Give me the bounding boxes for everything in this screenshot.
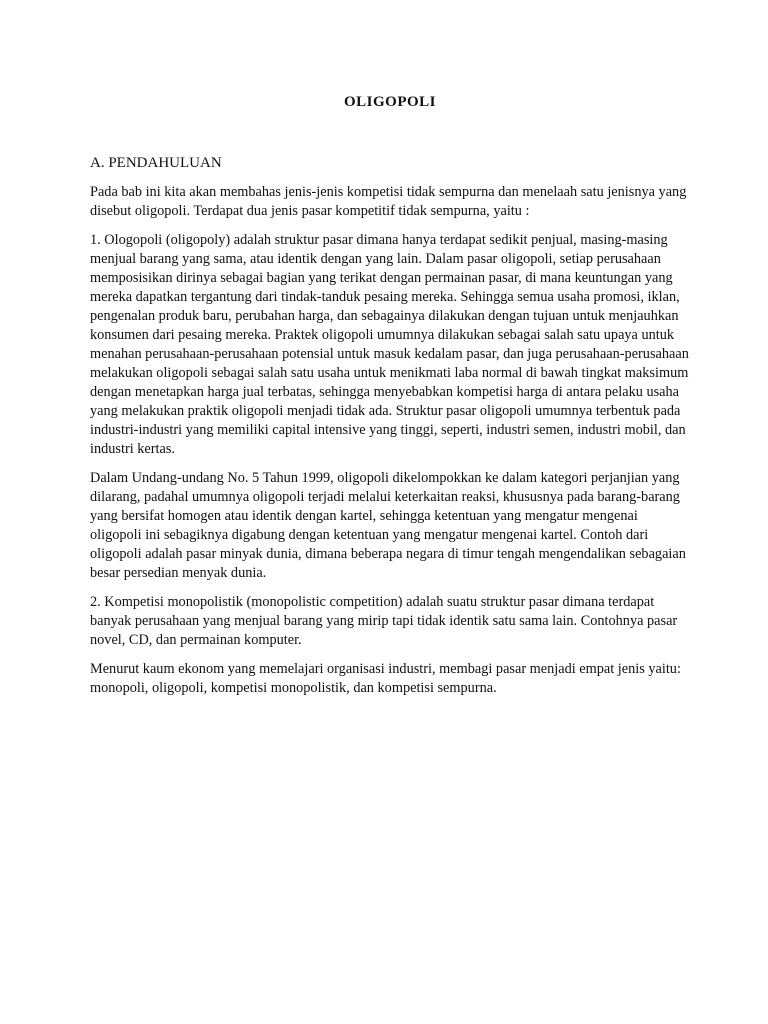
paragraph-closing: Menurut kaum ekonom yang memelajari organisasi industri, membagi pasar menjadi empat jenis yaitu: monopoli, oligopoli, kompetisi monopolistik, dan kompetisi sempurna. <box>90 661 681 696</box>
paragraph-intro: Pada bab ini kita akan membahas jenis-jenis kompetisi tidak sempurna dan menelaah satu jenisnya yang disebut oligopoli. Terdapat dua jenis pasar kompetitif tidak sempurna, yaitu : <box>90 184 687 219</box>
paragraph-kompetisi-monopolistik: 2. Kompetisi monopolistik (monopolistic competition) adalah suatu struktur pasar dimana terdapat banyak perusahaan yang menjual barang yang mirip tapi tidak identik satu sama lain. Contohnya pasar novel, CD, dan permainan komputer. <box>90 594 678 648</box>
page-title: OLIGOPOLI <box>343 94 437 110</box>
document-body <box>90 92 690 708</box>
section-heading: A. PENDAHULUAN <box>90 155 222 171</box>
paragraph-undang-undang: Dalam Undang-undang No. 5 Tahun 1999, oligopoli dikelompokkan ke dalam kategori perjanjian yang dilarang, padahal umumnya oligopoli terjadi melalui keterkaitan reaksi, khususnya pada barang-barang yang bersifat homogen atau identik dengan kartel, sehingga ketentuan yang mengatur mengenai oligopoli ini sebagiknya digabung dengan ketentuan yang mengatur mengenai kartel. Contoh dari oligopoli adalah pasar minyak dunia, dimana beberapa negara di timur tengah mengendalikan sebagaian besar persedian menyak dunia. <box>90 470 686 581</box>
paragraph-oligopoli: 1. Ologopoli (oligopoly) adalah struktur pasar dimana hanya terdapat sedikit penjual, masing-masing menjual barang yang sama, atau identik dengan yang lain. Dalam pasar oligopoli, setiap perusahaan memposisikan dirinya sebagai bagian yang terikat dengan permainan pasar, di mana keuntungan yang mereka dapatkan tergantung dari tindak-tanduk pesaing mereka. Sehingga semua usaha promosi, iklan, pengenalan produk baru, perubahan harga, dan sebagainya dilakukan dengan tujuan untuk menjauhkan konsumen dari pesaing mereka. Praktek oligopoli umumnya dilakukan sebagai salah satu upaya untuk menahan perusahaan-perusahaan potensial untuk masuk kedalam pasar, dan juga perusahaan-perusahaan melakukan oligopoli sebagai salah satu usaha untuk menikmati laba normal di bawah tingkat maksimum dengan menetapkan harga jual terbatas, sehingga menyebabkan kompetisi harga di antara pelaku usaha yang melakukan praktik oligopoli menjadi tidak ada. Struktur pasar oligopoli umumnya terbentuk pada industri-industri yang memiliki capital intensive yang tinggi, seperti, industri semen, industri mobil, dan industri kertas. <box>90 232 689 457</box>
